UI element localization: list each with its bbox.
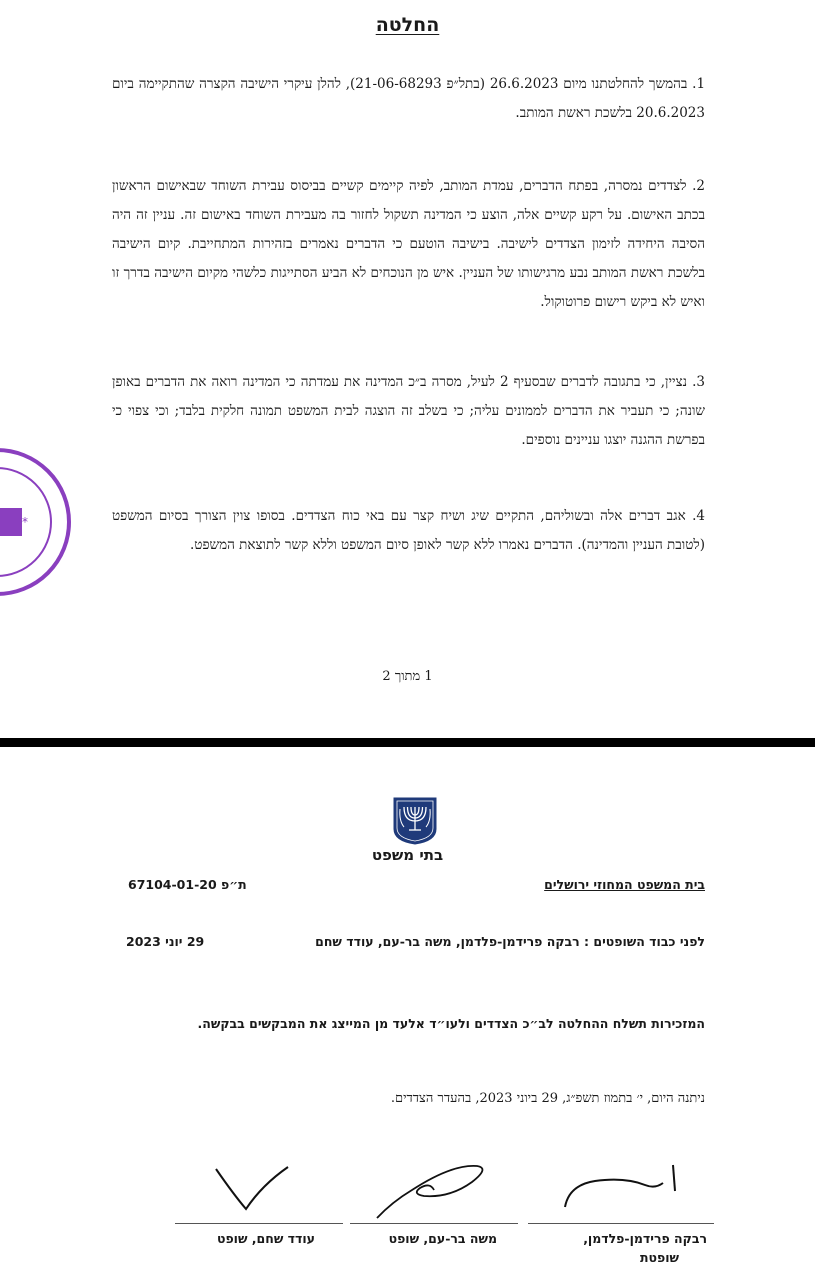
page-separator xyxy=(0,738,815,747)
signer-name: רבקה פרידמן-פלדמן, xyxy=(583,1231,707,1246)
paragraph-text: נציין, כי בתגובה לדברים שבסעיף 2 לעיל, מסרה ב״כ המדינה את עמדתה כי המדינה רואה את הדברים באופן שונה; כי תעביר את הדברים לממונים עליה; כי בשלב זה הוצגה לבית המשפט תמונה חלקית בלבד; וכי צפוי כי בפרשת ההגנה יוצגו עניינים נוספים. xyxy=(112,374,705,448)
court-stamp xyxy=(0,430,72,605)
paragraph-3 xyxy=(112,368,705,455)
paragraph-number: 2. xyxy=(692,178,705,194)
judges-line: לפני כבוד השופטים : רבקה פרידמן-פלדמן, משה בר-עם, עודד שחם xyxy=(315,934,705,949)
state-emblem-icon xyxy=(390,795,440,845)
signature-3 xyxy=(212,1165,292,1215)
signature-name-2: משה בר-עם, שופט xyxy=(388,1231,497,1246)
signature-1 xyxy=(555,1155,695,1215)
signature-line-2 xyxy=(350,1223,518,1224)
document-page-2 xyxy=(0,747,815,1280)
signature-name-1 xyxy=(527,1229,707,1267)
signature-line-3 xyxy=(175,1223,343,1224)
paragraph-text: אגב דברים אלה ובשוליהם, התקיים שיג ושיח קצר עם באי כוח הצדדים. בסופו צוין הצורך בסיום המשפט (לטובת העניין והמדינה). הדברים נאמרו ללא קשר לאופן סיום המשפט וללא קשר לתוצאת המשפט. xyxy=(112,508,705,553)
page-indicator: 1 מתוך 2 xyxy=(382,669,433,684)
given-statement: ניתנה היום, י׳ בתמוז תשפ״ג, 29 ביוני 2023, בהעדר הצדדים. xyxy=(390,1091,705,1106)
signature-name-3: עודד שחם, שופט xyxy=(216,1231,315,1246)
paragraph-number: 4. xyxy=(692,508,705,524)
stamp-band xyxy=(0,508,22,536)
secretariat-instruction: המזכירות תשלח ההחלטה לב״כ הצדדים ולעו״ד אלעד מן המייצג את המבקשים בבקשה. xyxy=(197,1016,705,1031)
decision-title: החלטה xyxy=(375,14,440,36)
paragraph-text: לצדדים נמסרה, בפתח הדברים, עמדת המותב, לפיה קיימים קשיים בביסוס עבירת השוחד שבאישום הראשון בכתב האישום. על רקע קשיים אלה, הוצע כי המדינה תשקול לחזור בה מעבירת השוחד באישום זה. עניין זה היה הסיבה היחידה לזימון הצדדים לישיבה. בישיבה הוטעם כי הדברים נאמרים בזהירות המתחייבת. קיום הישיבה בלשכת ראשת המותב נבע מרגישותו של העניין. איש מן הנוכחים לא הביע הסתייגות כלשהי מקיום הישיבה בדרך זו ואיש לא ביקש רישום פרוטוקול. xyxy=(112,178,705,310)
paragraph-number: 1. xyxy=(692,76,706,92)
decision-date: 29 יוני 2023 xyxy=(126,934,205,949)
stamp-star: * xyxy=(22,515,28,529)
paragraph-text: בהמשך להחלטתנו מיום 26.6.2023 (בתל״פ 21-06-68293), להלן עיקרי הישיבה הקצרה שהתקיימה ביום 20.6.2023 בלשכת ראשת המותב. xyxy=(112,76,705,121)
paragraph-4 xyxy=(112,502,705,560)
signer-title: שופטת xyxy=(639,1250,679,1265)
signature-2 xyxy=(372,1152,502,1222)
case-number: ת״פ 67104-01-20 xyxy=(128,877,247,892)
signature-line-1 xyxy=(528,1223,714,1224)
paragraph-2 xyxy=(112,172,705,317)
paragraph-number: 3. xyxy=(692,374,706,390)
courts-header: בתי משפט xyxy=(371,846,444,864)
paragraph-1 xyxy=(112,70,705,128)
court-name: בית המשפט המחוזי ירושלים xyxy=(544,877,705,892)
